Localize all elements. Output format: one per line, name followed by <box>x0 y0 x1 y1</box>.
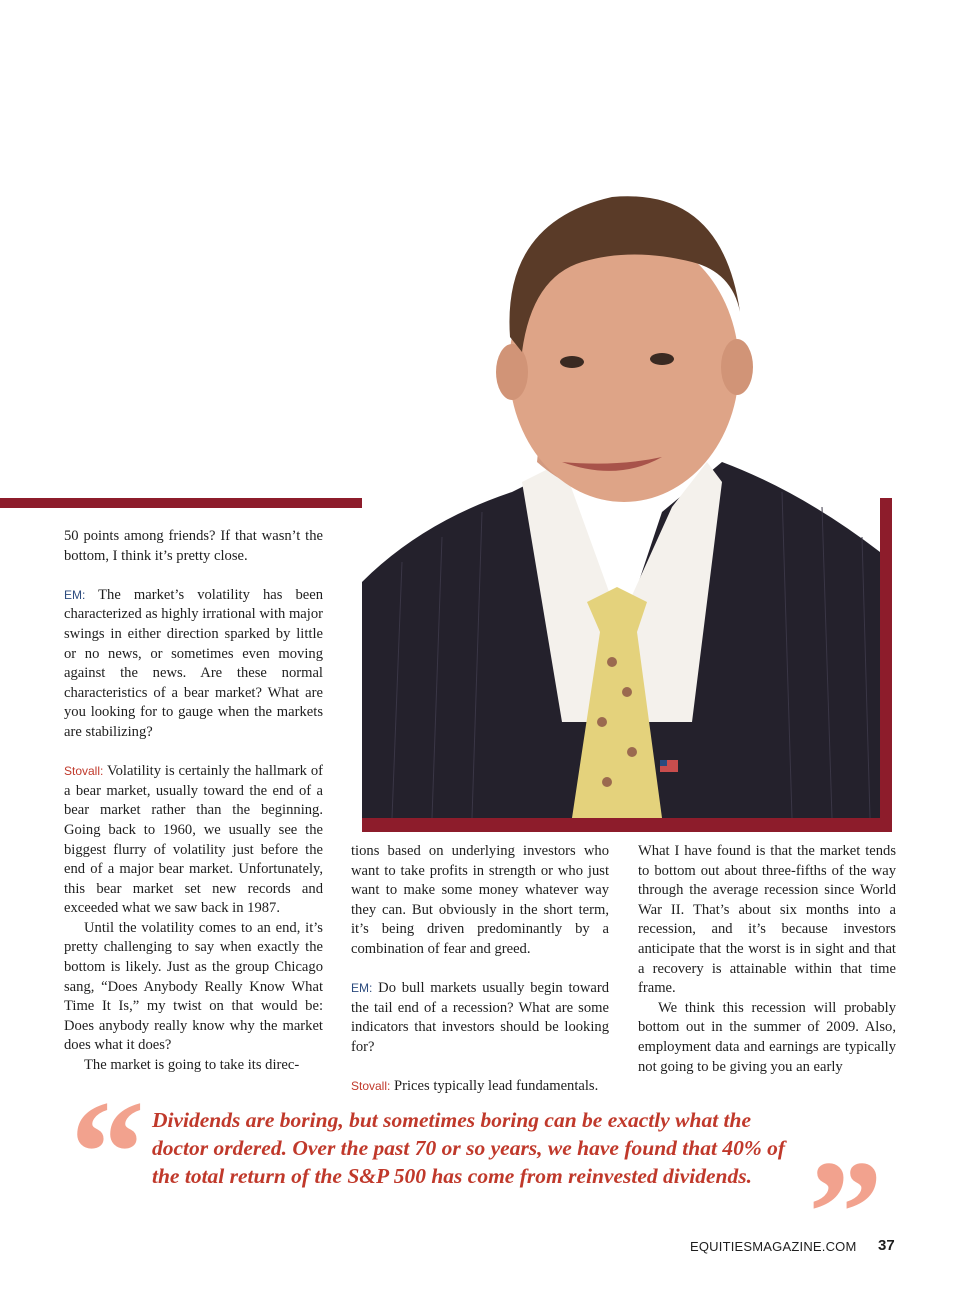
page-number: 37 <box>878 1237 895 1254</box>
portrait-photo <box>362 162 880 818</box>
paragraph: tions based on underlying investors who want to take profits in strength or who just want to make some money whatever way they can. But obviously in the short term, it’s being driven predominantly by a combination of fear and greed. <box>351 843 609 957</box>
article-column-1 <box>64 527 323 1076</box>
article-column-2 <box>351 842 609 1097</box>
article-column-3 <box>638 842 896 1077</box>
answer-text: Volatility is certainly the hallmark of a bear market, usually toward the end of a bear market rather than the beginning. Going back to 1960, we usually see the biggest flurry of volatility just before the end of a major bear market. Unfortunately, this bear market set new records and exceeded what we saw back in 1987. <box>64 763 323 917</box>
close-quote-mark: ” <box>808 1130 883 1296</box>
answer-stovall-1 <box>64 762 323 919</box>
open-quote-mark: “ <box>70 1070 145 1236</box>
answer-text: Prices typically lead fundamentals. <box>394 1078 599 1095</box>
paragraph: What I have found is that the market tends to bottom out about three-fifths of the way through the average recession since World War II. That’s about six months into a recession, and it’s because investors anticipate that the worst is in sight and that a recovery is attainable within that time frame. <box>638 843 896 997</box>
question-em-1 <box>64 586 323 743</box>
speaker-label-em: EM: <box>64 587 86 602</box>
paragraph: Until the volatility comes to an end, it’s pretty challenging to say when exactly the bottom is likely. Just as the group Chicago sang, “Does Anybody Really Know What Time It Is,” my twist on that would be: Does anybody really know why the market does what it does? <box>64 919 323 1054</box>
paragraph: We think this recession will probably bottom out in the summer of 2009. Also, employment data and earnings are typically not going to be giving you an early <box>638 999 896 1075</box>
pull-quote: Dividends are boring, but sometimes boring can be exactly what the doctor ordered. Over the past 70 or so years, we have found that 40% of the total return of the S&P 500 has come from reinvested dividends. <box>152 1108 786 1188</box>
speaker-label-stovall: Stovall: <box>64 764 104 779</box>
paragraph: 50 points among friends? If that wasn’t the bottom, I think it’s pretty close. <box>64 528 323 564</box>
speaker-label-em: EM: <box>351 981 373 996</box>
answer-stovall-2 <box>351 1077 609 1097</box>
frame-bar-right <box>880 498 892 832</box>
question-text: Do bull markets usually begin toward the tail end of a recession? What are some indicators that investors should be looking for? <box>351 980 609 1055</box>
question-em-2 <box>351 979 609 1057</box>
paragraph: The market is going to take its direc- <box>84 1057 300 1074</box>
frame-bar-top <box>0 498 362 508</box>
question-text: The market’s volatility has been characterized as highly irrational with major swings in either direction sparked by little or no news, or sometimes even moving against the news. Are these normal characteristics of a bear market? What are you looking for to gauge when the markets are stabilizing? <box>64 586 323 740</box>
speaker-label-stovall: Stovall: <box>351 1079 391 1094</box>
footer-site-name: EQUITIESMAGAZINE.COM <box>690 1239 857 1254</box>
frame-bar-bottom <box>362 818 892 832</box>
